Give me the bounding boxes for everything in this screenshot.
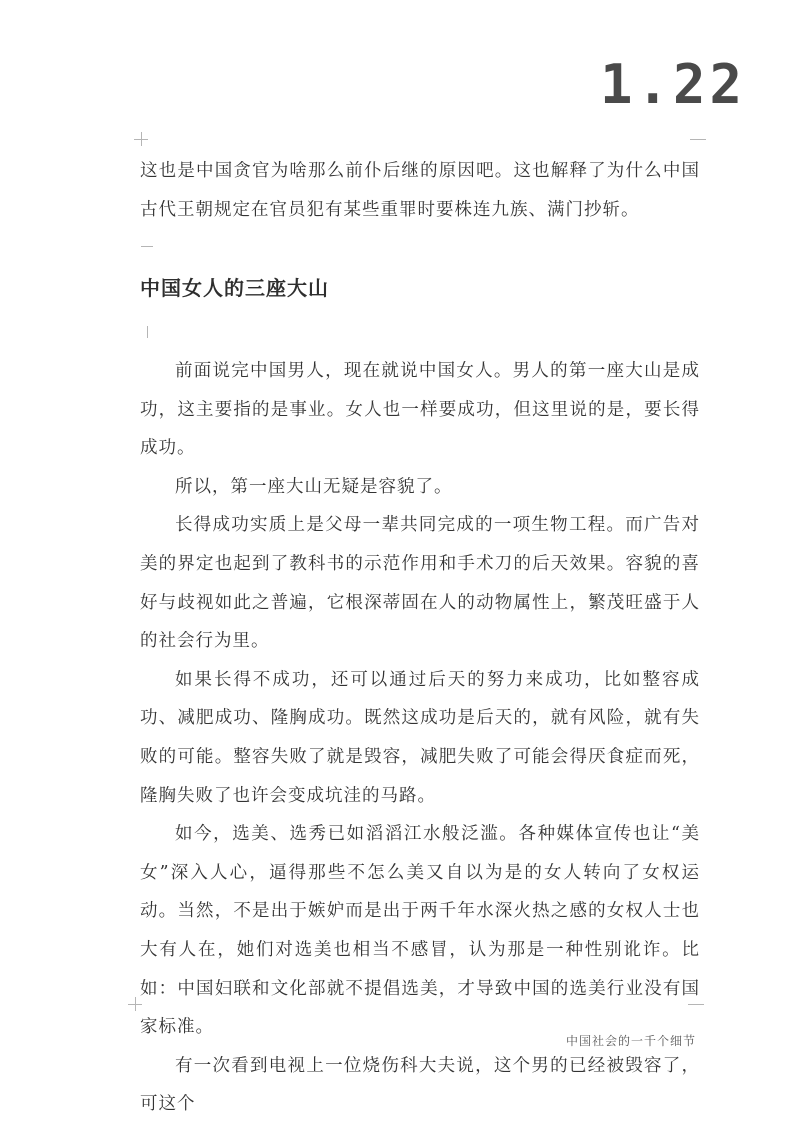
crop-mark-bottom-left-v [135,997,136,1011]
crop-mark-top-left-v [141,132,142,146]
body-paragraph: 所以，第一座大山无疑是容貌了。 [175,476,453,497]
page-number: 1.22 [600,53,747,116]
body-paragraph: 如今，选美、选秀已如滔滔江水般泛滥。各种媒体宣传也让“美女”深入人心，逼得那些不怎么美又自以为是的女人转向了女权运动。当然，不是出于嫉妒而是出于两千年水深火热之感的女权人士也大有人在，她们对选美也相当不感冒，认为那是一种性别讹诈。比如：中国妇联和文化部就不提倡选美，才导致中国的选美行业没有国家标准。 [140,824,700,1038]
intro-text [140,152,700,229]
running-footer: 中国社会的一千个细节 [565,1034,696,1048]
crop-mark-mid-left-v [147,326,148,338]
body-paragraph: 前面说完中国男人，现在就说中国女人。男人的第一座大山是成功，这主要指的是事业。女人也一样要成功，但这里说的是，要长得成功。 [140,361,700,459]
section-title: 中国女人的三座大山 [140,276,329,300]
body-paragraph: 有一次看到电视上一位烧伤科大夫说，这个男的已经被毁容了，可这个 [140,1055,700,1115]
intro-paragraph: 这也是中国贪官为啥那么前仆后继的原因吧。这也解释了为什么中国古代王朝规定在官员犯有某些重罪时要株连九族、满门抄斩。 [140,161,700,220]
body-paragraph: 长得成功实质上是父母一辈共同完成的一项生物工程。而广告对美的界定也起到了教科书的示范作用和手术刀的后天效果。容貌的喜好与歧视如此之普遍，它根深蒂固在人的动物属性上，繁茂旺盛于人的社会行为里。 [140,515,700,652]
crop-mark-mid-left-h [141,246,153,247]
crop-mark-top-right-h [690,139,706,140]
body-paragraph: 如果长得不成功，还可以通过后天的努力来成功，比如整容成功、减肥成功、隆胸成功。既然这成功是后天的，就有风险，就有失败的可能。整容失败了就是毁容，减肥失败了可能会得厌食症而死，隆胸失败了也许会变成坑洼的马路。 [140,669,700,806]
section-body [140,352,700,1124]
